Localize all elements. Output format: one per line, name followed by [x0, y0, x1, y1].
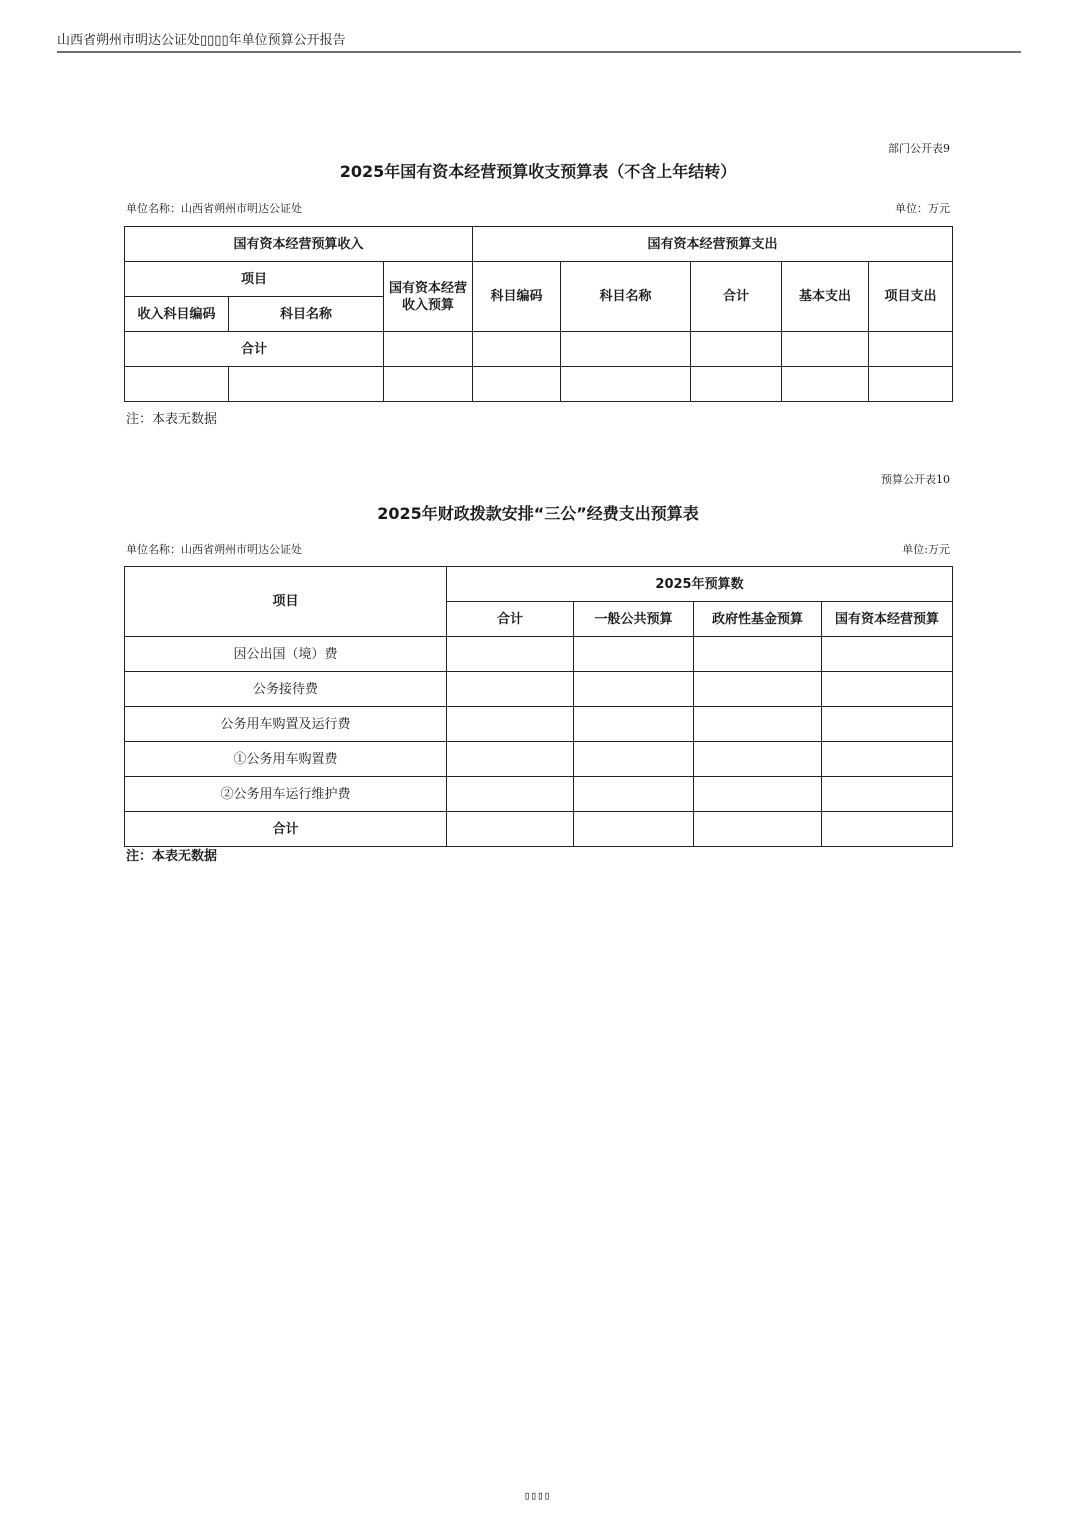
- col-general-public-header: 一般公共预算: [574, 602, 694, 637]
- table10: [124, 566, 953, 847]
- table10-cell: [694, 742, 822, 777]
- table10-cell: [694, 672, 822, 707]
- table9-cell: [384, 367, 473, 402]
- row-label: 公务接待费: [125, 672, 447, 707]
- table9-cell: [125, 367, 229, 402]
- table9-code: 部门公开表9: [888, 142, 950, 155]
- page-header: [57, 31, 1021, 53]
- table10-cell: [822, 742, 953, 777]
- table10-cell: [822, 707, 953, 742]
- table10-cell: [694, 812, 822, 847]
- table9-cell: [473, 332, 561, 367]
- table10-cell: [574, 812, 694, 847]
- table10-cell: [574, 777, 694, 812]
- total-header: 合计: [691, 262, 782, 332]
- table9-cell: [229, 367, 384, 402]
- row-label: ①公务用车购置费: [125, 742, 447, 777]
- table10-cell: [574, 707, 694, 742]
- year-budget-header: 2025年预算数: [447, 567, 953, 602]
- table9-title: 2025年国有资本经营预算收支预算表（不含上年结转）: [339, 162, 737, 181]
- table10-cell: [447, 637, 574, 672]
- table9-empty-row: [125, 367, 953, 402]
- header-title: 山西省朔州市明达公证处▯▯▯▯年单位预算公开报告: [57, 33, 346, 48]
- basic-expense-header: 基本支出: [782, 262, 869, 332]
- table9-unit: 单位：万元: [895, 202, 950, 215]
- table9-unit-name: 单位名称：山西省朔州市明达公证处: [126, 202, 302, 215]
- table9-total-label: 合计: [125, 332, 384, 367]
- table9-cell: [561, 367, 691, 402]
- table10-cell: [447, 672, 574, 707]
- income-code-header: 收入科目编码: [125, 297, 229, 332]
- table10-cell: [694, 777, 822, 812]
- expense-header: 国有资本经营预算支出: [473, 227, 953, 262]
- table10-note: 注：本表无数据: [126, 849, 218, 864]
- table9-cell: [782, 367, 869, 402]
- table10-cell: [694, 637, 822, 672]
- table10-cell: [822, 812, 953, 847]
- income-budget-header: 国有资本经营收入预算: [384, 262, 473, 332]
- table10-cell: [447, 777, 574, 812]
- table-row: [125, 742, 953, 777]
- table10-cell: [574, 672, 694, 707]
- page-number: ▯▯▯▯: [523, 1489, 551, 1502]
- table9-cell: [384, 332, 473, 367]
- subject-name-header-2: 科目名称: [561, 262, 691, 332]
- table10-cell: [574, 742, 694, 777]
- row-label: ②公务用车运行维护费: [125, 777, 447, 812]
- item-header: 项目: [125, 262, 384, 297]
- table10-code: 预算公开表10: [881, 473, 950, 486]
- table9-cell: [782, 332, 869, 367]
- table10-total-row: [125, 812, 953, 847]
- table-row: [125, 672, 953, 707]
- col-government-fund-header: 政府性基金预算: [694, 602, 822, 637]
- table10-item-header: 项目: [125, 567, 447, 637]
- table10-cell: [694, 707, 822, 742]
- table10-unit-name: 单位名称：山西省朔州市明达公证处: [126, 543, 302, 556]
- table9-note: 注：本表无数据: [126, 412, 218, 427]
- table10-total-label: 合计: [125, 812, 447, 847]
- table-row: [125, 777, 953, 812]
- row-label: 因公出国（境）费: [125, 637, 447, 672]
- table9-cell: [691, 367, 782, 402]
- subject-name-header: 科目名称: [229, 297, 384, 332]
- table9-cell: [561, 332, 691, 367]
- table9-cell: [691, 332, 782, 367]
- table10-title: 2025年财政拨款安排“三公”经费支出预算表: [377, 504, 699, 523]
- col-state-capital-header: 国有资本经营预算: [822, 602, 953, 637]
- table10-cell: [822, 637, 953, 672]
- table9-cell: [473, 367, 561, 402]
- row-label: 公务用车购置及运行费: [125, 707, 447, 742]
- table10-unit: 单位:万元: [902, 543, 950, 556]
- income-header: 国有资本经营预算收入: [125, 227, 473, 262]
- table10-cell: [447, 812, 574, 847]
- table10-cell: [447, 707, 574, 742]
- table10-cell: [574, 637, 694, 672]
- table10-cell: [447, 742, 574, 777]
- table-row: [125, 707, 953, 742]
- col-total-header: 合计: [447, 602, 574, 637]
- subject-code-header: 科目编码: [473, 262, 561, 332]
- table9-total-row: [125, 332, 953, 367]
- project-expense-header: 项目支出: [869, 262, 953, 332]
- table9-cell: [869, 367, 953, 402]
- table9-cell: [869, 332, 953, 367]
- table10-cell: [822, 672, 953, 707]
- table9: [124, 226, 953, 402]
- table10-cell: [822, 777, 953, 812]
- table-row: [125, 637, 953, 672]
